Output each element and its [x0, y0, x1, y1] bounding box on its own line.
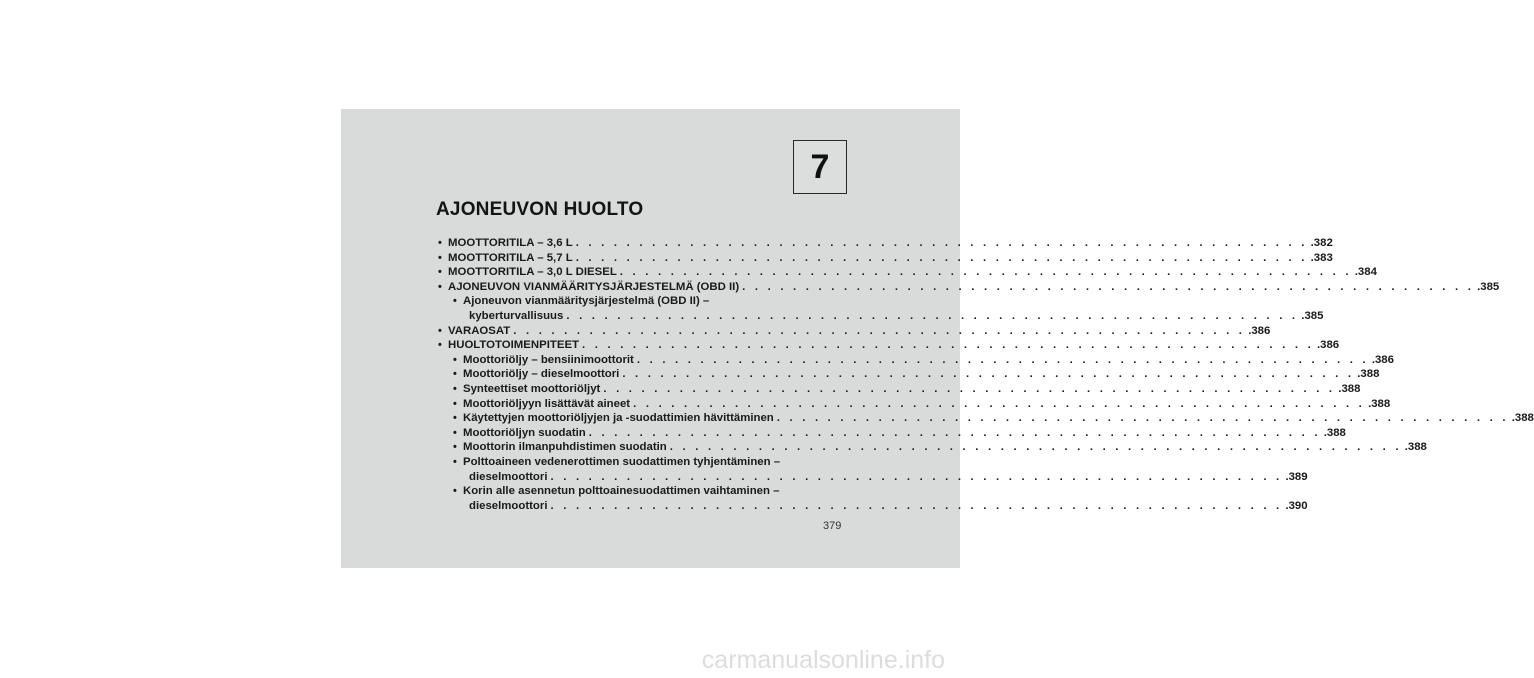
toc-entry-label: Moottoriöljy – bensiinimoottorit	[463, 353, 634, 366]
bullet-icon: •	[438, 251, 442, 264]
toc-entry[interactable]	[438, 280, 1500, 296]
leader-dots: . . . . . . . . . . . . . . . . . . . . . . . . . . . . . . . . . . . . . . . . . . . . . . . . . . . . . . . . . .	[550, 499, 1283, 512]
toc-entry-page: .386	[1371, 353, 1394, 366]
leader-dots: . . . . . . . . . . . . . . . . . . . . . . . . . . . . . . . . . . . . . . . . . . . . . . . . . . . . . . . . . .	[582, 339, 1314, 352]
toc-entry[interactable]	[438, 485, 860, 500]
bullet-icon: •	[438, 266, 442, 279]
toc-entry-label: Käytettyjen moottoriöljyjen ja -suodattimien hävittäminen	[463, 412, 774, 425]
toc-entry-page: .388	[1511, 412, 1534, 425]
bullet-icon: •	[453, 485, 457, 498]
toc-entry-label: Ajoneuvon vianmääritysjärjestelmä (OBD II) –	[463, 295, 710, 308]
leader-dots: . . . . . . . . . . . . . . . . . . . . . . . . . . . . . . . . . . . . . . . . . . . . . . . . . . . . . . . . . .	[575, 237, 1308, 249]
toc-entry-label: kyberturvallisuus	[469, 309, 564, 322]
leader-dots: . . . . . . . . . . . . . . . . . . . . . . . . . . . . . . . . . . . . . . . . . . . . . . . . . . . . . . . . . .	[636, 353, 1369, 366]
section-title: AJONEUVON HUOLTO	[436, 199, 644, 220]
toc-entry-page: .388	[1338, 382, 1361, 395]
leader-dots: . . . . . . . . . . . . . . . . . . . . . . . . . . . . . . . . . . . . . . . . . . . . . . . . . . . . . . . . . .	[513, 324, 1246, 337]
toc-entry-page: .388	[1404, 441, 1427, 454]
toc-entry-label: Synteettiset moottoriöljyt	[463, 382, 601, 395]
toc-entry-page: .384	[1354, 266, 1377, 279]
toc-entry-page: .388	[1368, 397, 1391, 410]
toc-entry[interactable]	[438, 412, 1534, 427]
toc-entry[interactable]	[438, 251, 1333, 267]
leader-dots: . . . . . . . . . . . . . . . . . . . . . . . . . . . . . . . . . . . . . . . . . . . . . . . . . . . . . . . . . .	[633, 397, 1366, 410]
leader-dots: . . . . . . . . . . . . . . . . . . . . . . . . . . . . . . . . . . . . . . . . . . . . . . . . . . . . . . . . . .	[550, 470, 1283, 483]
toc-entry[interactable]	[438, 353, 1394, 369]
leader-dots: . . . . . . . . . . . . . . . . . . . . . . . . . . . . . . . . . . . . . . . . . . . . . . . . . . . . . . . . . .	[776, 412, 1509, 425]
toc-entry[interactable]	[438, 397, 1391, 413]
toc-entry-label: Polttoaineen vedenerottimen suodattimen tyhjentäminen –	[463, 455, 781, 468]
bullet-icon: •	[453, 353, 457, 366]
toc-entry[interactable]	[438, 324, 1271, 340]
toc-entry-label: MOOTTORITILA – 3,0 L DIESEL	[448, 266, 617, 279]
toc-entry-page: .385	[1301, 309, 1324, 322]
leader-dots: . . . . . . . . . . . . . . . . . . . . . . . . . . . . . . . . . . . . . . . . . . . . . . . . . . . . . . . . . .	[575, 251, 1308, 264]
bullet-icon: •	[453, 295, 457, 308]
toc-entry-label: MOOTTORITILA – 3,6 L	[448, 237, 573, 249]
toc-entry[interactable]	[438, 309, 1324, 325]
leader-dots: . . . . . . . . . . . . . . . . . . . . . . . . . . . . . . . . . . . . . . . . . . . . . . . . . . . . . . . . . .	[566, 309, 1299, 322]
bullet-icon: •	[453, 441, 457, 454]
toc-entry[interactable]	[438, 295, 860, 310]
toc-entry-page: .385	[1477, 280, 1500, 293]
leader-dots: . . . . . . . . . . . . . . . . . . . . . . . . . . . . . . . . . . . . . . . . . . . . . . . . . . . . . . . . . .	[669, 441, 1402, 454]
toc-entry[interactable]	[438, 368, 1380, 383]
toc-entry-page: .382	[1310, 237, 1333, 249]
toc-entry-page: .389	[1285, 470, 1308, 483]
toc-entry-label: dieselmoottori	[469, 499, 548, 512]
bullet-icon: •	[453, 412, 457, 425]
page-number: 379	[823, 520, 842, 532]
bullet-icon: •	[453, 426, 457, 439]
toc-entry[interactable]	[438, 441, 1427, 456]
leader-dots: . . . . . . . . . . . . . . . . . . . . . . . . . . . . . . . . . . . . . . . . . . . . . . . . . . . . . . . . . .	[619, 266, 1352, 279]
toc-entry-label: Moottorin ilmanpuhdistimen suodatin	[463, 441, 667, 454]
toc-entry-label: MOOTTORITILA – 5,7 L	[448, 251, 573, 264]
toc-entry-page: .390	[1285, 499, 1308, 512]
watermark: carmanualsonline.info	[701, 646, 945, 674]
bullet-icon: •	[438, 237, 442, 249]
toc-entry-page: .383	[1310, 251, 1333, 264]
bullet-icon: •	[453, 455, 457, 468]
table-of-contents	[438, 237, 1534, 514]
toc-entry-page: .388	[1323, 426, 1346, 439]
leader-dots: . . . . . . . . . . . . . . . . . . . . . . . . . . . . . . . . . . . . . . . . . . . . . . . . . . . . . . . . . .	[603, 382, 1336, 395]
toc-entry-label: Moottoriöljyyn lisättävät aineet	[463, 397, 631, 410]
bullet-icon: •	[453, 397, 457, 410]
toc-entry[interactable]	[438, 237, 1333, 252]
toc-entry-label: Moottoriöljyn suodatin	[463, 426, 586, 439]
toc-entry[interactable]	[438, 456, 860, 471]
toc-entry-page: .386	[1248, 324, 1271, 337]
toc-entry-label: AJONEUVON VIANMÄÄRITYSJÄRJESTELMÄ (OBD II)	[448, 280, 740, 293]
leader-dots: . . . . . . . . . . . . . . . . . . . . . . . . . . . . . . . . . . . . . . . . . . . . . . . . . . . . . . . . . .	[588, 426, 1321, 439]
toc-entry-label: dieselmoottori	[469, 470, 548, 483]
toc-entry[interactable]	[438, 499, 1308, 515]
chapter-number-box: 7	[793, 140, 847, 194]
toc-entry[interactable]	[438, 266, 1377, 281]
leader-dots: . . . . . . . . . . . . . . . . . . . . . . . . . . . . . . . . . . . . . . . . . . . . . . . . . . . . . . . . . .	[742, 280, 1475, 293]
toc-entry[interactable]	[438, 470, 1308, 486]
bullet-icon: •	[453, 382, 457, 395]
toc-entry[interactable]	[438, 382, 1361, 398]
toc-entry[interactable]	[438, 339, 1340, 354]
toc-entry-label: HUOLTOTOIMENPITEET	[448, 339, 579, 352]
bullet-icon: •	[438, 324, 442, 337]
bullet-icon: •	[438, 280, 442, 293]
bullet-icon: •	[438, 339, 442, 352]
leader-dots: . . . . . . . . . . . . . . . . . . . . . . . . . . . . . . . . . . . . . . . . . . . . . . . . . . . . . . . . . .	[622, 368, 1355, 381]
toc-entry-label: VARAOSAT	[448, 324, 511, 337]
bullet-icon: •	[453, 368, 457, 381]
toc-entry-page: .388	[1357, 368, 1380, 381]
toc-entry[interactable]	[438, 426, 1346, 442]
toc-entry-page: .386	[1316, 339, 1340, 352]
toc-entry-label: Moottoriöljy – dieselmoottori	[463, 368, 620, 381]
toc-entry-label: Korin alle asennetun polttoainesuodattimen vaihtaminen –	[463, 485, 780, 498]
